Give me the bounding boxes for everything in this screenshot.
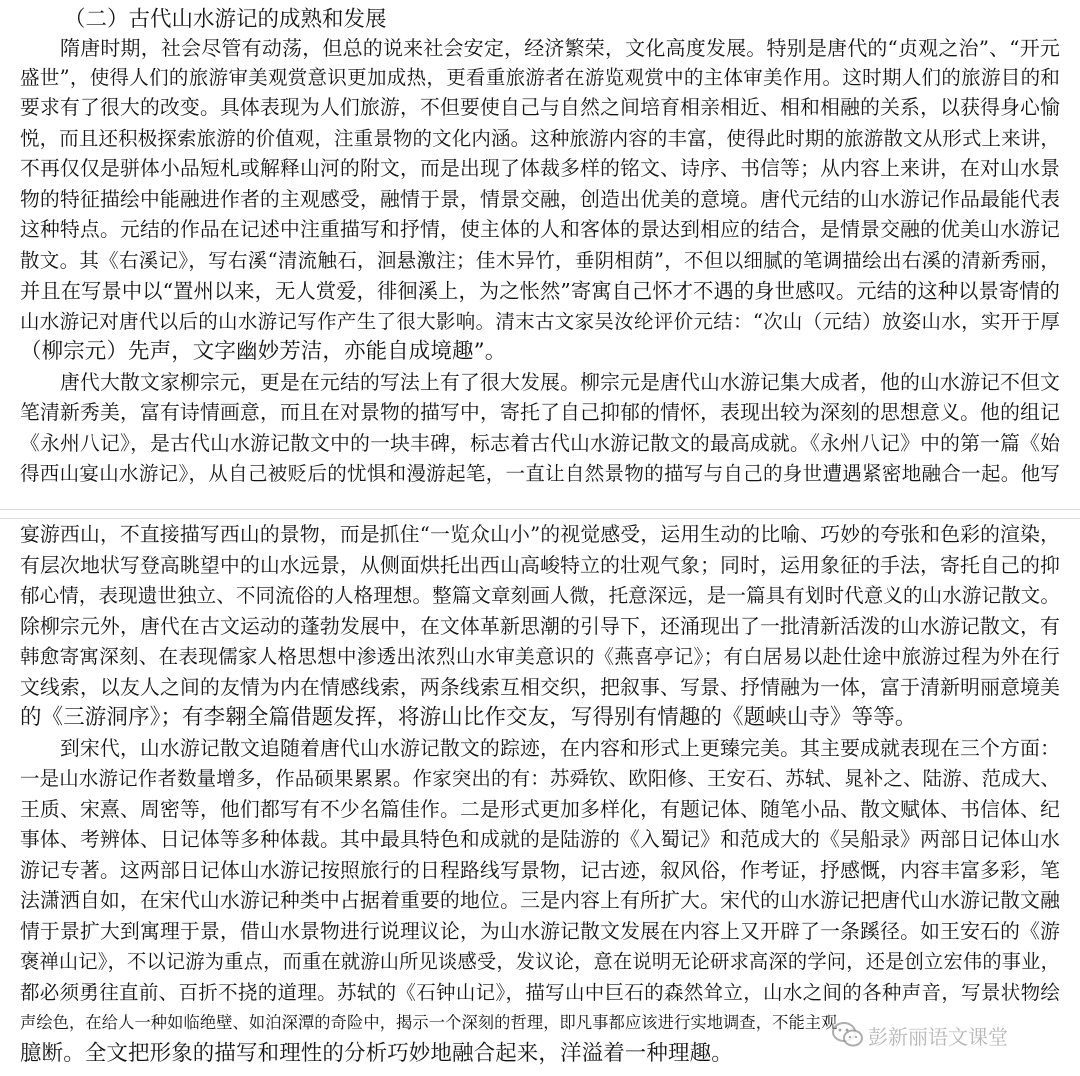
text-line: 游记专著。这两部日记体山水游记按照旅行的日程路线写景物，记古迹，叙风俗，作考证，抒感慨，内容丰富多彩，笔 [20,859,1060,882]
text-line: 法潇洒自如，在宋代山水游记种类中占据着重要的地位。三是内容上有所扩大。宋代的山水游记把唐代山水游记散文融 [20,889,1060,912]
text-line: 都必须勇往直前、百折不挠的道理。苏轼的《石钟山记》，描写山中巨石的森然耸立，山水之间的各种声音，写景状物绘 [20,981,1060,1004]
text-line: 并且在写景中以“置州以来，无人赏爱，徘徊溪上，为之怅然”寄寓自己怀才不遇的身世感叹。元结的这种以景寄情的 [20,279,1060,303]
text-line: 《永州八记》，是古代山水游记散文中的一块丰碑，标志着古代山水游记散文的最高成就。《永州八记》中的第一篇《始 [20,432,1060,455]
text-line: 郁心情，表现遗世独立、不同流俗的人格理想。整篇文章刻画人微，托意深远，是一篇具有划时代意义的山水游记散文。 [20,584,1060,607]
wechat-icon [832,1021,864,1049]
text-line: 这种特点。元结的作品在记述中注重描写和抒情，使主体的人和客体的景达到相应的结合，是情景交融的优美山水游记 [20,218,1060,241]
watermark-text: 彭新丽语文课堂 [868,1024,1008,1049]
text-line: 情于景扩大到寓理于景，借山水景物进行说理议论，为山水游记散文发展在内容上又开辟了一条蹊径。如王安石的《游 [20,920,1060,943]
text-line: 到宋代，山水游记散文追随着唐代山水游记散文的踪迹，在内容和形式上更臻完美。其主要成就表现在三个方面： [60,737,1060,760]
text-line: 臆断。全文把形象的描写和理性的分析巧妙地融合起来，洋溢着一种理趣。 [20,1041,733,1066]
text-line: 宴游西山，不直接描写西山的景物，而是抓住“一览众山小”的视觉感受，运用生动的比喻、巧妙的夸张和色彩的渲染， [20,523,1060,546]
text-line: 除柳宗元外，唐代在古文运动的蓬勃发展中，在文体革新思潮的引导下，还涌现出了一批清新活泼的山水游记散文，有 [20,615,1060,638]
text-line: 盛世”，使得人们的旅游审美观赏意识更加成热，更看重旅游者在游览观赏中的主体审美作用。这时期人们的旅游目的和 [20,66,1060,89]
text-line: 要求有了很大的改变。具体表现为人们旅游，不但要使自己与自然之间培育相亲相近、相和相融的关系，以获得身心愉 [20,96,1060,119]
text-line: 唐代大散文家柳宗元，更是在元结的写法上有了很大发展。柳宗元是唐代山水游记集大成者，他的山水游记不但文 [60,371,1060,394]
section-heading: （二）古代山水游记的成熟和发展 [64,7,387,32]
text-line: 的《三游洞序》；有李翱全篇借题发挥，将游山比作交友，写得别有情趣的《题峡山寺》等等。 [20,705,917,730]
text-line: 褒禅山记》，不以记游为重点，而重在就游山所见谈感受，发议论，意在说明无论研求高深的学问，还是创立宏伟的事业， [20,950,1060,973]
text-line: 笔清新秀美，富有诗情画意，而且在对景物的描写中，寄托了自己抑郁的情怀，表现出较为深刻的思想意义。他的组记 [20,401,1060,424]
text-line: 山水游记对唐代以后的山水游记写作产生了很大影响。清末古文家吴汝纶评价元结：“次山（元结）放姿山水，实开于厚 [20,310,1060,333]
text-line: 得西山宴山水游记》，从自己被贬后的忧惧和漫游起笔，一直让自然景物的描写与自己的身世遭遇紧密地融合一起。他写 [20,462,1060,485]
text-line: 隋唐时期，社会尽管有动荡，但总的说来社会安定，经济繁荣，文化高度发展。特别是唐代的“贞观之治”、“开元 [60,36,1060,60]
text-line: 一是山水游记作者数量增多，作品硕果累累。作家突出的有：苏舜钦、欧阳修、王安石、苏轼、晁补之、陆游、范成大、 [20,767,1060,790]
text-line: 韩愈寄寓深刻、在表现儒家人格思想中渗透出浓烈山水审美意识的《燕喜亭记》；有白居易以赴仕途中旅游过程为外在行 [20,645,1060,668]
text-line: 有层次地状写登高眺望中的山水远景，从侧面烘托出西山高峻特立的壮观气象；同时，运用象征的手法，寄托自己的抑 [20,554,1060,577]
text-line: 王质、宋熹、周密等，他们都写有不少名篇佳作。二是形式更加多样化，有题记体、随笔小品、散文赋体、书信体、纪 [20,798,1060,821]
text-line: 文线索，以友人之间的友情为内在情感线索，两条线索互相交织，把叙事、写景、抒情融为一体，富于清新明丽意境美 [20,676,1060,699]
text-line: 不再仅仅是骈体小品短札或解释山河的附文，而是出现了体裁多样的铭文、诗序、书信等；从内容上来讲，在对山水景 [20,157,1060,180]
watermark [832,1017,1008,1053]
text-line: 声绘色，在给人一种如临绝壁、如泊深潭的奇险中，揭示一个深刻的哲理，即凡事都应该进行实地调查，不能主观 [20,1013,838,1032]
text-line: 散文。其《右溪记》，写右溪“清流触石，洄悬激注；佳木异竹，垂阴相荫”，不但以细腻的笔调描绘出右溪的清新秀丽， [20,249,1060,272]
text-line: 悦，而且还积极探索旅游的价值观，注重景物的文化内涵。这种旅游内容的丰富，使得此时期的旅游散文从形式上来讲， [20,127,1060,150]
text-line: 物的特征描绘中能融进作者的主观感受，融情于景，情景交融，创造出优美的意境。唐代元结的山水游记作品最能代表 [20,188,1060,211]
text-line: （柳宗元）先声，文字幽妙芳洁，亦能自成境趣”。 [20,339,507,364]
page-break [0,509,1080,519]
text-line: 事体、考辨体、日记体等多种体裁。其中最具特色和成就的是陆游的《入蜀记》和范成大的《吴船录》两部日记体山水 [20,828,1060,851]
